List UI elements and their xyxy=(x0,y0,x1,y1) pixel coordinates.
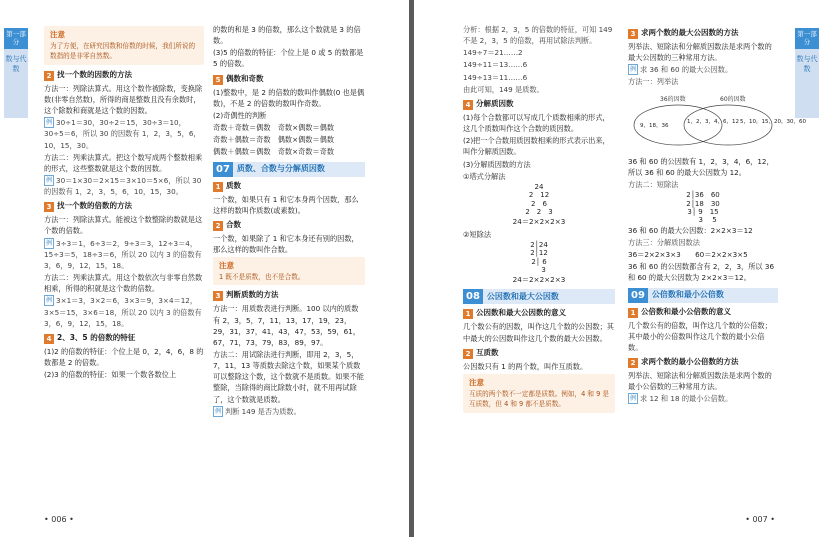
method-title: 方法三：分解质因数法 xyxy=(628,237,700,247)
paragraph: 公因数只有 1 的两个数，叫作互质数。 xyxy=(463,361,588,371)
short-division-row: 2│24 xyxy=(530,240,548,249)
paragraph: 方法一：列除法算式。能被这个数整除的数就是这个数的倍数。 xyxy=(44,215,203,236)
example: 例 30＝1×30＝2×15＝3×10＝5×6，所以 30 的因数有 1，2，3，5，6，10，15，30。 xyxy=(44,175,202,197)
right-side-tab xyxy=(795,28,819,118)
note-body: 为了方便，在研究因数和倍数的时候，我们所说的数指的是非零自然数。 xyxy=(50,41,196,61)
heading-find-lcm: 2 求两个数的最小公倍数的方法 xyxy=(628,356,778,368)
short-division-row: 3│ 9 15 xyxy=(687,208,719,217)
left-side-tab xyxy=(4,28,28,118)
paragraph: (2)把一个合数用质因数相乘的形式表示出来，叫作分解质因数。 xyxy=(463,136,610,157)
equation: 24＝2×2×2×3 xyxy=(512,275,566,285)
note-title: 注意 xyxy=(50,30,65,39)
example: 例 3÷3＝1，6÷3＝2，9÷3＝3，12÷3＝4，15÷3＝5，18÷3＝6，所以 20 以内 3 的倍数有 3，6，9，12，15，18。 xyxy=(44,238,202,270)
paragraph: 方法二：列乘法算式。把这个数写成两个整数相乘的形式，这些整数就是这个数的因数。 xyxy=(44,152,203,173)
heading-find-factors: 2 找一个数的因数的方法 xyxy=(44,69,204,81)
example: 例 30÷1＝30，30÷2＝15，30÷3＝10，30÷5＝6，所以 30 的因数有 1，2，3，5，6，10，15，30。 xyxy=(44,118,201,150)
page-number: • 007 • xyxy=(745,515,775,524)
conclusion: 由此可知，149 是质数。 xyxy=(463,84,544,94)
note-box xyxy=(44,26,204,65)
paragraph: 36＝2×2×3×3 60＝2×2×3×5 xyxy=(628,250,748,260)
section-number: 09 xyxy=(628,288,648,303)
page-number: • 006 • xyxy=(44,515,74,524)
paragraph: (3)5 的倍数的特征：个位上是 0 或 5 的数都是 5 的倍数。 xyxy=(213,48,364,69)
paragraph: 36 和 60 的公因数有 1，2，3，4，6，12，所以 36 和 60 的最大公因数为 12。 xyxy=(628,156,774,177)
short-division-gcd xyxy=(628,191,778,225)
note-title: 注意 xyxy=(219,261,234,271)
example: 例 求 36 和 60 的最大公因数。 xyxy=(630,65,733,75)
parity-row: 奇数＋奇数＝偶数 奇数×偶数＝偶数 xyxy=(213,123,335,133)
venn-diagram xyxy=(628,93,806,149)
heading-gcd-def: 1 公因数和最大公因数的意义 xyxy=(463,307,615,319)
heading-factorize: 4 分解质因数 xyxy=(463,98,615,110)
paragraph: 方法二：列乘法算式。用这个数依次与非零自然数相乘，所得的积就是这个数的倍数。 xyxy=(44,273,203,294)
division-line: 149÷11＝13……6 xyxy=(463,60,528,70)
division-line: 149÷13＝11……6 xyxy=(463,72,528,82)
venn-right-label: 60的因数 xyxy=(720,95,746,103)
parity-row: 偶数＋偶数＝偶数 奇数×奇数＝奇数 xyxy=(213,147,335,157)
tree-level: 2 6 xyxy=(531,199,547,208)
right-page xyxy=(414,0,823,537)
paragraph: (1)每个合数都可以写成几个质数相乘的形式，这几个质数叫作这个合数的质因数。 xyxy=(463,112,610,134)
short-division-row: 2│ 6 xyxy=(531,257,547,266)
heading-coprime: 2 互质数 xyxy=(463,347,615,359)
paragraph: (1)2 的倍数的特征：个位上是 0，2，4，6，8 的数都是 2 的倍数。 xyxy=(44,346,204,367)
short-division-row: 2│18 30 xyxy=(686,199,720,208)
tree-top: 24 xyxy=(534,182,544,191)
tree-level: 2 12 xyxy=(528,191,550,200)
method-title: 方法一：列举法 xyxy=(628,77,679,87)
paragraph: (1)整数中，是 2 的倍数的数叫作偶数(0 也是偶数)，不是 2 的倍数的数叫作奇数。 xyxy=(213,87,365,108)
example: 例 3×1＝3，3×2＝6，3×3＝9，3×4＝12，3×5＝15，3×6＝18，所以 20 以内 3 的倍数有 3，6，9，12，15，18。 xyxy=(44,296,202,328)
section-number: 07 xyxy=(213,162,233,177)
heading-composite: 2 合数 xyxy=(213,219,365,231)
short-division-row: 3 5 xyxy=(689,216,717,225)
note-title: 注意 xyxy=(469,377,484,387)
venn-right-circle xyxy=(684,105,772,145)
left-col-1 xyxy=(44,24,204,381)
side-tab-subject: 数与代数 xyxy=(5,54,27,73)
section-09-header xyxy=(628,288,778,303)
heading-judge-prime: 3 判断质数的方法 xyxy=(213,289,365,301)
heading-find-gcd: 3 求两个数的最大公因数的方法 xyxy=(628,27,778,39)
paragraph: 的数的和是 3 的倍数，那么这个数就是 3 的倍数。 xyxy=(213,25,361,46)
equation: 24＝2×2×2×3 xyxy=(512,217,566,227)
paragraph: 方法一：列除法算式。用这个数作被除数，变换除数(非零自然数)，所得的商是整数且没有余数时，这个除数和商就是这个数的因数。 xyxy=(44,83,203,116)
short-division-row: 2│36 60 xyxy=(686,191,720,200)
tree-bottom: 2 2 3 xyxy=(525,208,553,217)
venn-common: 1，2，3，4，6，12 xyxy=(687,118,739,125)
note-body: 1 既不是质数，也不是合数。 xyxy=(219,272,305,281)
right-col-2 xyxy=(628,24,806,406)
paragraph: (3)分解质因数的方法 xyxy=(463,159,531,169)
paragraph: 方法二：用试除法进行判断，即用 2，3，5，7，11，13 等质数去除这个数，如果某个质数可以整除这个数，这个数就不是质数。如果不能整除，当除得的商比除数小时，就不用再试除了，这个数就是质数。 xyxy=(213,349,364,404)
factor-tree xyxy=(463,183,615,217)
heading-prime: 1 质数 xyxy=(213,180,365,192)
side-tab-part: 第一部分 xyxy=(795,28,819,49)
heading-odd-even: 5 偶数和奇数 xyxy=(213,73,365,85)
method-title: 方法二：短除法 xyxy=(628,180,679,190)
paragraph: 方法一：用质数表进行判断。100 以内的质数有 2，3，5，7，11，13，17，19，23，29，31，37，41，43，47，53，59，61，67，71，73，79，83，89，97。 xyxy=(213,304,361,347)
note-body: 互质的两个数不一定都是质数。例如，4 和 9 是互质数，但 4 和 9 都不是质数。 xyxy=(469,389,609,409)
right-col-1 xyxy=(463,24,615,417)
section-title: 公倍数和最小公倍数 xyxy=(651,289,724,299)
section-07-header xyxy=(213,162,365,177)
method-title: ②短除法 xyxy=(463,229,492,239)
section-number: 08 xyxy=(463,289,483,304)
left-col-2 xyxy=(213,24,365,418)
paragraph: 几个数公有的倍数，叫作这几个数的公倍数；其中最小的公倍数叫作这几个数的最小公倍数。 xyxy=(628,320,772,352)
paragraph: 36 和 60 的公因数都含有 2，2，3，所以 36 和 60 的最大公因数为 2×2×3＝12。 xyxy=(628,262,775,283)
paragraph: 几个数公有的因数，叫作这几个数的公因数；其中最大的公因数叫作这几个数的最大公因数。 xyxy=(463,322,614,343)
paragraph: 36 和 60 的最大公因数：2×2×3＝12 xyxy=(628,225,753,235)
venn-left-only: 9，18，36 xyxy=(640,122,669,129)
paragraph: (2)奇偶性的判断 xyxy=(213,110,267,120)
heading-features: 4 2、3、5 的倍数的特征 xyxy=(44,332,204,344)
division-line: 149÷7＝21……2 xyxy=(463,48,523,58)
short-division-row: 3 xyxy=(532,265,546,274)
note-box xyxy=(463,374,615,413)
left-page xyxy=(0,0,409,537)
section-title: 质数、合数与分解质因数 xyxy=(236,163,325,173)
paragraph: 列举法、短除法和分解质因数法是求两个数的最小公倍数的三种常用方法。 xyxy=(628,371,772,392)
short-division xyxy=(463,241,615,275)
heading-find-multiples: 3 找一个数的倍数的方法 xyxy=(44,200,204,212)
paragraph: 一个数，如果除了 1 和它本身还有别的因数，那么这样的数叫作合数。 xyxy=(213,233,359,255)
section-title: 公因数和最大公因数 xyxy=(486,291,559,301)
heading-lcm-def: 1 公倍数和最小公倍数的意义 xyxy=(628,306,778,318)
example: 例 判断 149 是否为质数。 xyxy=(215,406,301,416)
note-box xyxy=(213,257,365,285)
analysis: 分析：根据 2，3，5 的倍数的特征，可知 149 不是 2，3，5 的倍数，再用试除法判断。 xyxy=(463,25,613,46)
short-division-row: 2│12 xyxy=(530,249,548,258)
paragraph: 一个数，如果只有 1 和它本身两个因数，那么这样的数叫作质数(或素数)。 xyxy=(213,194,359,215)
paragraph: (2)3 的倍数的特征：如果一个数各数位上 xyxy=(44,370,177,380)
venn-right-only: 5，10，15，20，30，60 xyxy=(740,118,806,125)
example: 例 求 12 和 18 的最小公倍数。 xyxy=(630,394,733,404)
method-title: ①塔式分解法 xyxy=(463,171,506,181)
venn-left-label: 36的因数 xyxy=(660,95,686,103)
section-08-header xyxy=(463,289,615,304)
paragraph: 列举法、短除法和分解质因数法是求两个数的最大公因数的三种常用方法。 xyxy=(628,42,772,63)
side-tab-subject: 数与代数 xyxy=(796,54,818,73)
parity-row: 奇数＋偶数＝奇数 偶数×偶数＝偶数 xyxy=(213,135,335,145)
side-tab-part: 第一部分 xyxy=(4,28,28,49)
